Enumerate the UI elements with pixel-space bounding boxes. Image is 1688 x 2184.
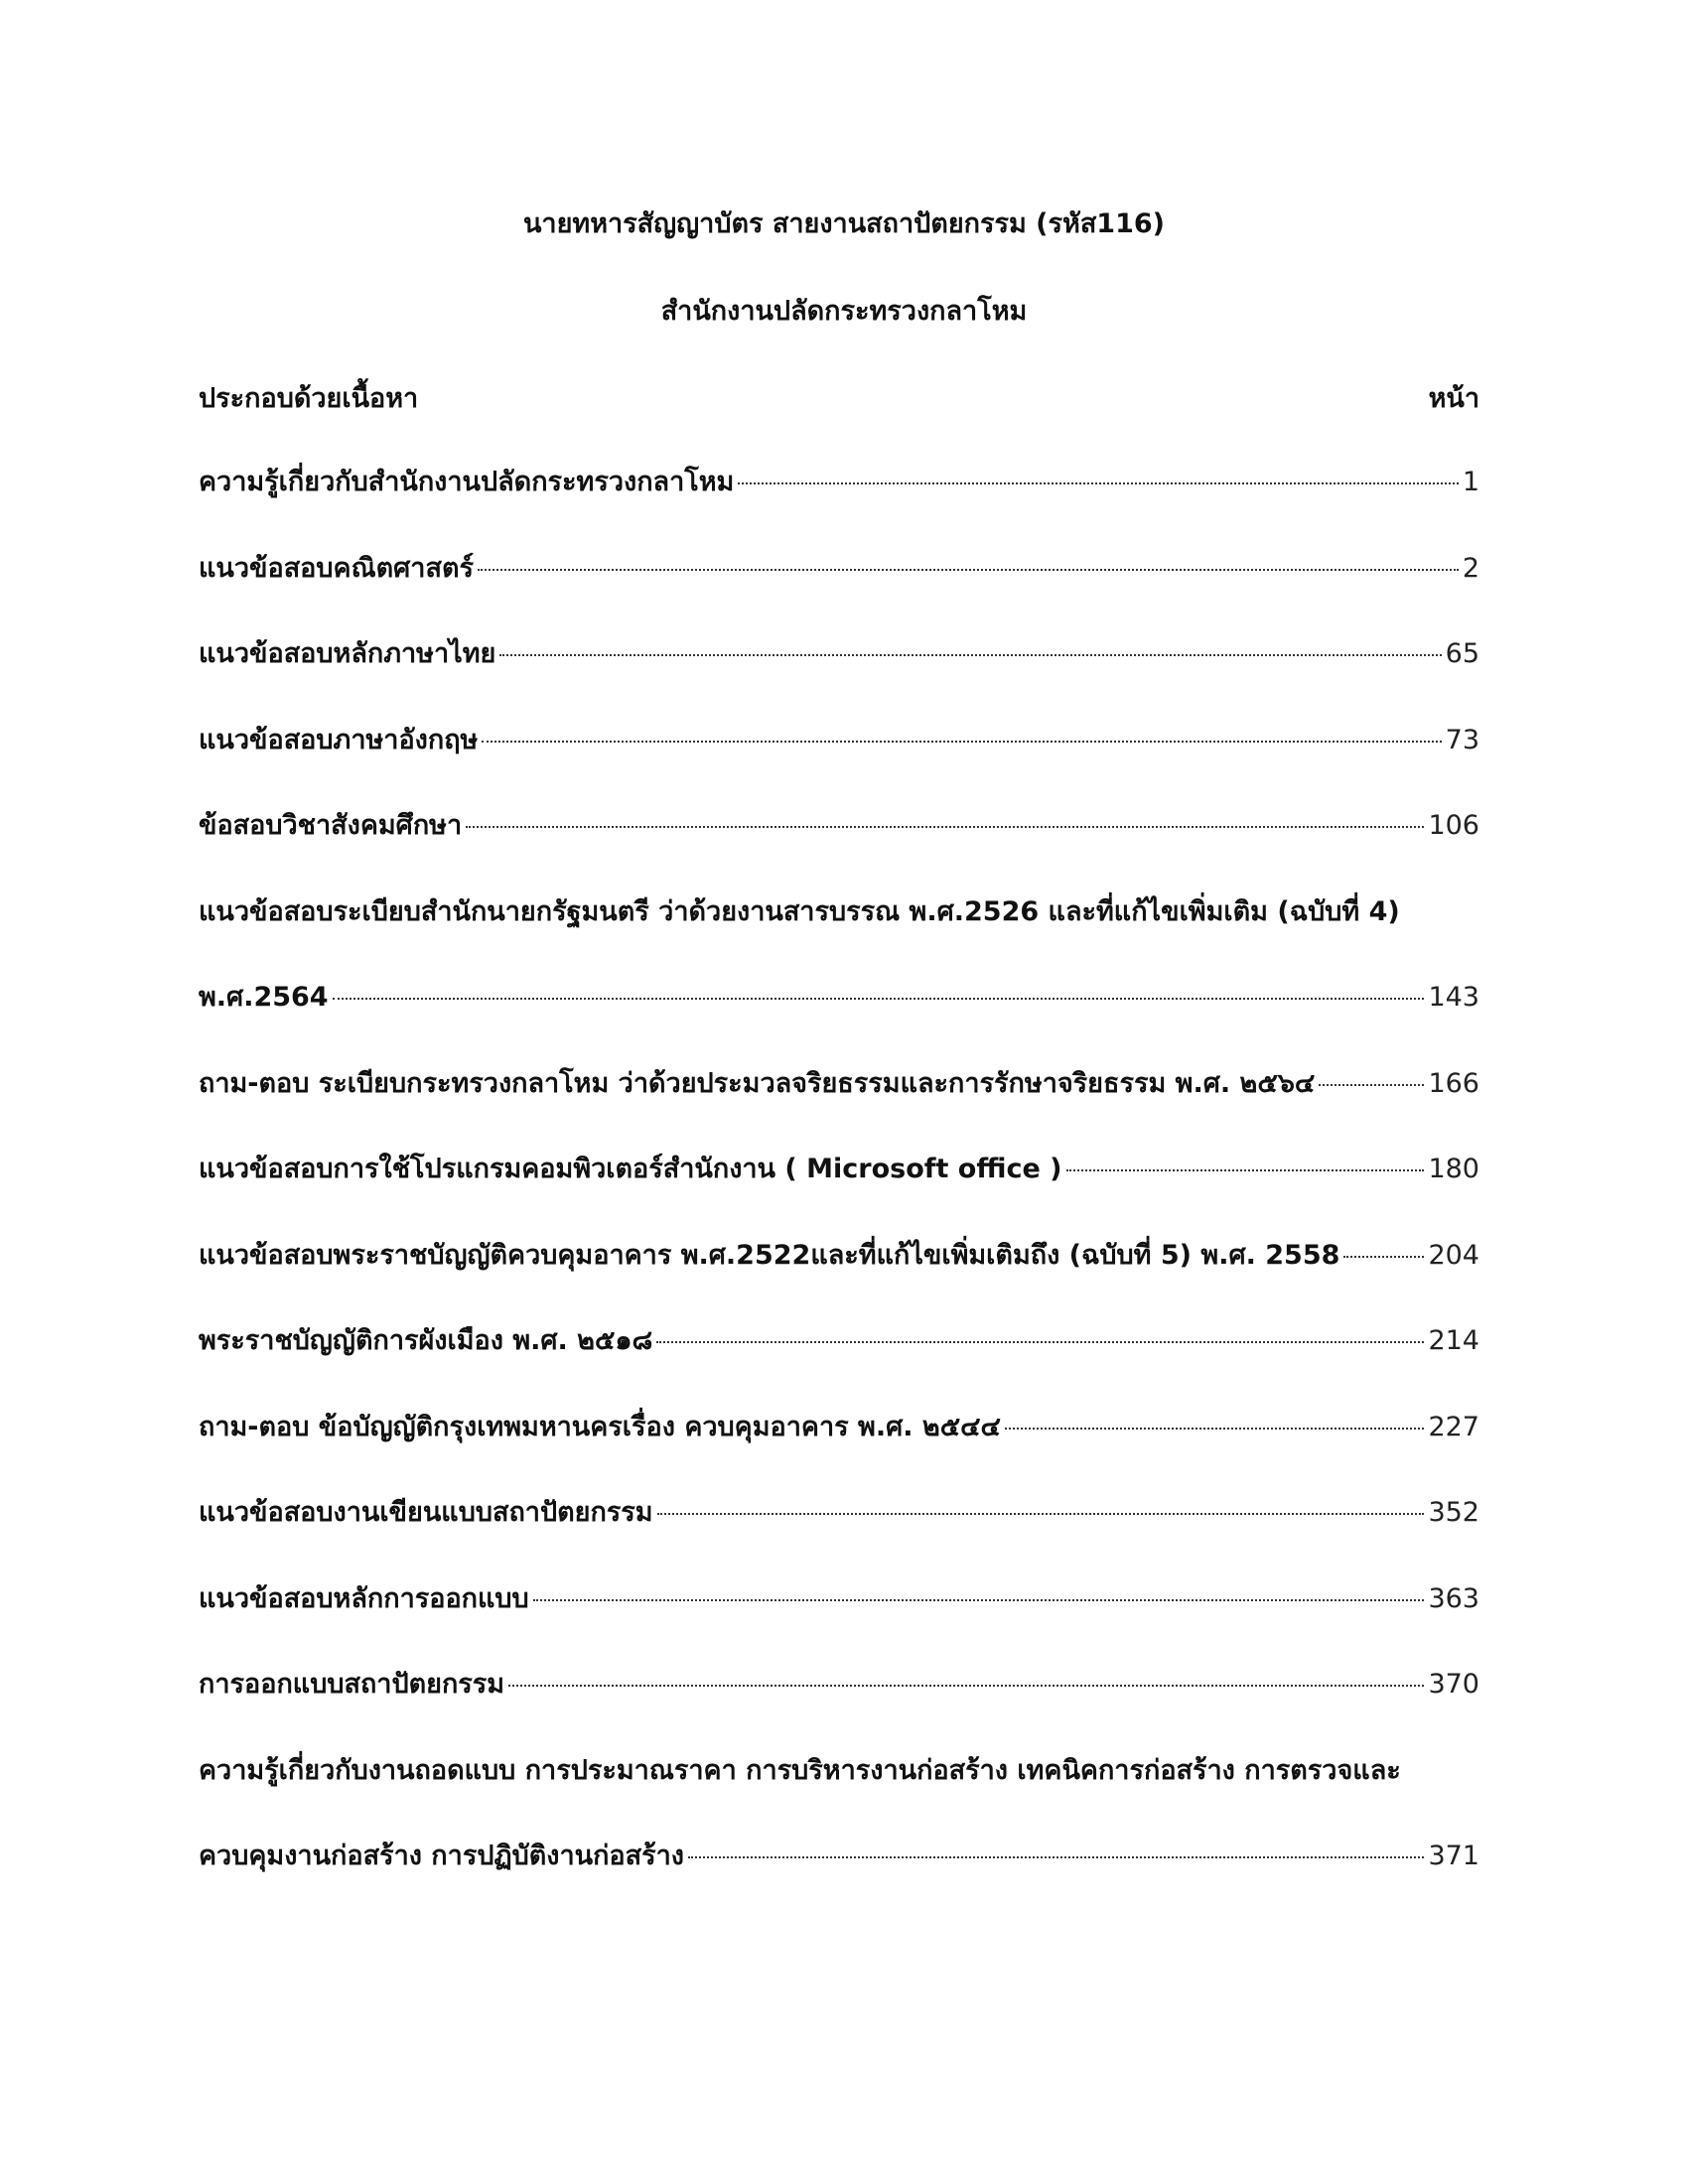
- toc-entry-page-number: 73: [1445, 725, 1479, 755]
- toc-entry-page-number: 352: [1428, 1497, 1479, 1528]
- toc-dot-leader: [1066, 1169, 1425, 1171]
- toc-entry-title: แนวข้อสอบระเบียบสำนักนายกรัฐมนตรี ว่าด้วยงานสารบรรณ พ.ศ.2526 และที่แก้ไขเพิ่มเติม (ฉบับที่ 4): [199, 896, 1400, 927]
- toc-entry-title: ความรู้เกี่ยวกับงานถอดแบบ การประมาณราคา การบริหารงานก่อสร้าง เทคนิคการก่อสร้าง การตรวจและ: [199, 1755, 1401, 1786]
- toc-entry-page-number: 363: [1428, 1583, 1479, 1614]
- toc-dot-leader: [1343, 1256, 1424, 1258]
- toc-entry: [199, 892, 1479, 932]
- toc-dot-leader: [482, 741, 1441, 743]
- toc-entry: [199, 1150, 1479, 1189]
- toc-dot-leader: [688, 1856, 1425, 1858]
- document-subtitle: สำนักงานปลัดกระทรวงกลาโหม: [660, 296, 1028, 327]
- toc-entry-page-number: 370: [1428, 1669, 1479, 1700]
- toc-dot-leader: [466, 826, 1424, 828]
- toc-entry-page-number: 227: [1428, 1412, 1479, 1442]
- toc-entry-title: ถาม-ตอบ ระเบียบกระทรวงกลาโหม ว่าด้วยประมวลจริยธรรมและการรักษาจริยธรรม พ.ศ. ๒๕๖๔: [199, 1068, 1316, 1099]
- toc-entry: [199, 1321, 1479, 1361]
- toc-header: [199, 377, 1479, 417]
- toc-entry-page-number: 2: [1462, 553, 1479, 584]
- toc-dot-leader: [333, 998, 1425, 1000]
- toc-entry-page-number: 180: [1428, 1154, 1479, 1184]
- toc-entry-title: แนวข้อสอบพระราชบัญญัติควบคุมอาคาร พ.ศ.2522และที่แก้ไขเพิ่มเติมถึง (ฉบับที่ 5) พ.ศ. 2558: [199, 1240, 1340, 1271]
- toc-entry-title: แนวข้อสอบการใช้โปรแกรมคอมพิวเตอร์สำนักงาน ( Microsoft office ): [199, 1154, 1062, 1184]
- toc-entry-title: พ.ศ.2564: [199, 982, 329, 1013]
- toc-dot-leader: [533, 1599, 1425, 1601]
- toc-entry-title: แนวข้อสอบภาษาอังกฤษ: [199, 725, 479, 755]
- toc-entry-page-number: 371: [1428, 1841, 1479, 1871]
- toc-entry: [199, 1837, 1479, 1876]
- toc-entry: [199, 1408, 1479, 1447]
- toc-entry-title: แนวข้อสอบคณิตศาสตร์: [199, 553, 474, 584]
- toc-dot-leader: [478, 569, 1459, 571]
- toc-entry-title: แนวข้อสอบหลักภาษาไทย: [199, 638, 496, 669]
- toc-entry: [199, 1751, 1479, 1791]
- toc-dot-leader: [1319, 1084, 1424, 1086]
- toc-entry: [199, 463, 1479, 502]
- toc-entry-page-number: 204: [1428, 1240, 1479, 1271]
- toc-entry-title: แนวข้อสอบหลักการออกแบบ: [199, 1583, 529, 1614]
- toc-entry: [199, 549, 1479, 589]
- toc-entry-page-number: 1: [1462, 467, 1479, 497]
- toc-entry-title: แนวข้อสอบงานเขียนแบบสถาปัตยกรรม: [199, 1497, 653, 1528]
- toc-entry: [199, 978, 1479, 1018]
- toc-dot-leader: [738, 482, 1458, 484]
- contents-label: ประกอบด้วยเนื้อหา: [199, 382, 419, 414]
- toc-entry-page-number: 214: [1428, 1325, 1479, 1356]
- toc-entry-page-number: 65: [1445, 638, 1479, 669]
- page-column-label: หน้า: [1428, 382, 1479, 414]
- toc-entry-title: พระราชบัญญัติการผังเมือง พ.ศ. ๒๕๑๘: [199, 1325, 653, 1356]
- toc-entry: [199, 1579, 1479, 1619]
- toc-dot-leader: [1005, 1428, 1424, 1430]
- toc-entry-page-number: 143: [1428, 982, 1479, 1013]
- toc-entry: [199, 1236, 1479, 1276]
- toc-dot-leader: [656, 1341, 1424, 1343]
- document-title: นายทหารสัญญาบัตร สายงานสถาปัตยกรรม (รหัส116): [522, 208, 1166, 239]
- toc-entry: [199, 1064, 1479, 1104]
- toc-entry: [199, 634, 1479, 674]
- toc-dot-leader: [657, 1513, 1425, 1515]
- toc-entry-title: ความรู้เกี่ยวกับสำนักงานปลัดกระทรวงกลาโหม: [199, 467, 735, 497]
- toc-entry-title: ข้อสอบวิชาสังคมศึกษา: [199, 810, 463, 841]
- toc-entry-title: ควบคุมงานก่อสร้าง การปฏิบัติงานก่อสร้าง: [199, 1841, 684, 1871]
- toc-dot-leader: [508, 1685, 1424, 1687]
- toc-entry: [199, 1493, 1479, 1533]
- toc-entry-page-number: 106: [1428, 810, 1479, 841]
- toc-entry: [199, 1665, 1479, 1705]
- toc-entry-title: ถาม-ตอบ ข้อบัญญัติกรุงเทพมหานครเรื่อง ควบคุมอาคาร พ.ศ. ๒๕๔๔: [199, 1412, 1001, 1442]
- toc-entry-page-number: 166: [1428, 1068, 1479, 1099]
- toc-entry-title: การออกแบบสถาปัตยกรรม: [199, 1669, 505, 1700]
- toc-entry: [199, 721, 1479, 760]
- toc-dot-leader: [499, 654, 1441, 656]
- toc-entry: [199, 806, 1479, 846]
